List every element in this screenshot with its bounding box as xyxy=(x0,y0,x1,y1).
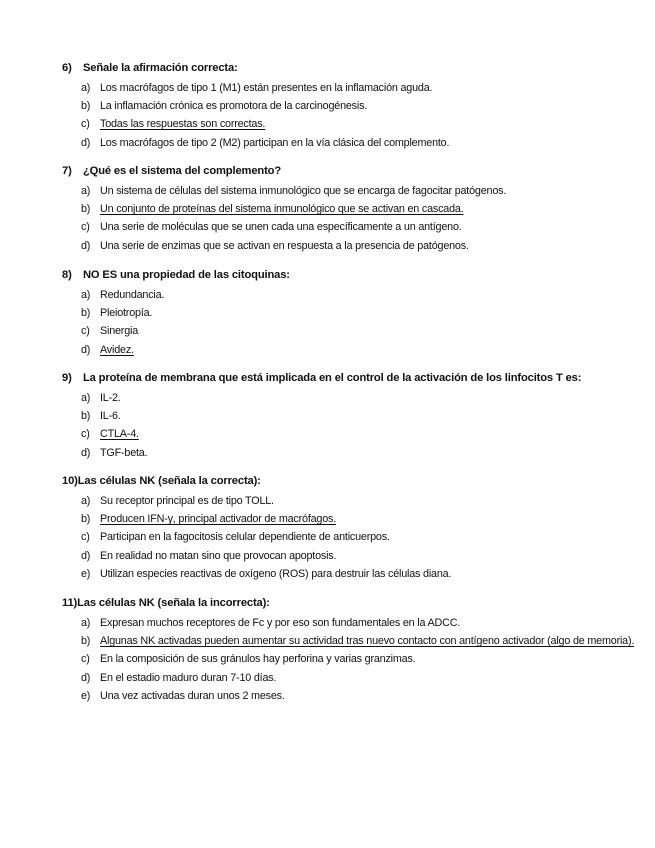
option-text: Los macrófagos de tipo 1 (M1) están presentes en la inflamación aguda. xyxy=(100,82,433,94)
option-letter: b) xyxy=(81,410,91,423)
question-number: 11) xyxy=(62,597,78,609)
option-text: Redundancia. xyxy=(100,289,165,301)
option-letter: e) xyxy=(81,567,91,580)
option-list xyxy=(62,492,642,583)
option-text: Expresan muchos receptores de Fc y por eso son fundamentales en la ADCC. xyxy=(100,617,461,629)
option-d xyxy=(62,669,642,687)
option-text: En realidad no matan sino que provocan apoptosis. xyxy=(100,549,337,562)
option-c xyxy=(62,115,642,133)
option-a xyxy=(62,614,642,632)
question-number: 7) xyxy=(62,165,72,177)
question-title xyxy=(62,371,642,386)
question-title xyxy=(62,268,642,283)
question-number: 6) xyxy=(62,62,72,74)
option-list xyxy=(62,182,642,255)
option-letter: a) xyxy=(81,289,91,301)
option-d xyxy=(62,547,642,565)
option-letter: d) xyxy=(81,239,91,252)
option-letter: b) xyxy=(81,307,91,320)
question-title xyxy=(62,474,642,489)
question-9 xyxy=(62,371,642,462)
option-d xyxy=(62,134,642,152)
option-text: Una vez activadas duran unos 2 meses. xyxy=(100,689,285,702)
question-number: 8) xyxy=(62,269,72,281)
option-text: Una serie de moléculas que se unen cada una específicamente a un antígeno. xyxy=(100,221,462,234)
question-title xyxy=(62,61,642,76)
question-6 xyxy=(62,61,642,152)
option-letter: c) xyxy=(81,118,90,131)
option-d xyxy=(62,444,642,462)
option-letter: b) xyxy=(81,100,91,113)
option-a xyxy=(62,389,642,407)
question-title xyxy=(62,164,642,179)
option-letter: d) xyxy=(81,136,91,149)
option-letter: c) xyxy=(81,221,90,234)
option-e xyxy=(62,687,642,705)
option-b xyxy=(62,632,655,650)
option-list xyxy=(62,286,642,359)
option-c xyxy=(62,218,642,236)
option-letter: a) xyxy=(81,185,91,197)
question-title xyxy=(62,596,642,611)
option-text: TGF-beta. xyxy=(100,446,148,459)
question-text: ¿Qué es el sistema del complemento? xyxy=(82,165,282,177)
option-letter: c) xyxy=(81,653,90,666)
option-letter: d) xyxy=(81,343,91,356)
option-letter: b) xyxy=(81,635,91,648)
option-list xyxy=(62,614,642,705)
option-b xyxy=(62,97,642,115)
option-list xyxy=(62,79,642,152)
correct-option-text: Producen IFN-γ, principal activador de macrófagos. xyxy=(100,513,337,526)
option-letter: c) xyxy=(81,428,90,441)
option-c xyxy=(62,528,642,546)
option-letter: d) xyxy=(81,446,91,459)
option-letter: d) xyxy=(81,549,91,562)
option-letter: c) xyxy=(81,531,90,544)
option-a xyxy=(62,286,642,304)
question-number: 9) xyxy=(62,372,72,384)
option-d xyxy=(62,237,642,255)
option-c xyxy=(62,650,642,668)
option-text: Participan en la fagocitosis celular dependiente de anticuerpos. xyxy=(100,531,390,544)
option-text: En la composición de sus gránulos hay perforina y varias granzimas. xyxy=(100,653,416,666)
option-a xyxy=(62,79,642,97)
option-letter: a) xyxy=(81,617,91,629)
option-text: Un sistema de células del sistema inmunológico que se encarga de fagocitar patógenos. xyxy=(100,185,507,197)
option-c xyxy=(62,425,642,443)
option-text: Pleiotropía. xyxy=(100,307,153,320)
correct-option-text: Todas las respuestas son correctas. xyxy=(100,118,266,131)
correct-option-text: CTLA-4. xyxy=(100,428,139,441)
question-text: Las células NK (señala la incorrecta): xyxy=(77,597,270,609)
option-c xyxy=(62,322,642,340)
correct-option-text: Un conjunto de proteínas del sistema inmunológico que se activan en cascada. xyxy=(100,203,464,216)
question-text: NO ES una propiedad de las citoquinas: xyxy=(82,269,290,281)
option-letter: b) xyxy=(81,513,91,526)
option-letter: e) xyxy=(81,689,91,702)
option-letter: b) xyxy=(81,203,91,216)
question-10 xyxy=(62,474,642,583)
question-text: La proteína de membrana que está implicada en el control de la activación de los linfocitos T es: xyxy=(82,372,582,384)
correct-option-text: Algunas NK activadas pueden aumentar su actividad tras nuevo contacto con antígeno activador (algo de memoria). xyxy=(100,635,635,648)
option-text: Sinergia xyxy=(100,325,139,338)
option-text: Utilizan especies reactivas de oxígeno (ROS) para destruir las células diana. xyxy=(100,567,452,580)
option-b xyxy=(62,407,642,425)
option-text: Los macrófagos de tipo 2 (M2) participan en la vía clásica del complemento. xyxy=(100,136,450,149)
option-letter: d) xyxy=(81,671,91,684)
option-a xyxy=(62,492,642,510)
question-8 xyxy=(62,268,642,359)
option-b xyxy=(62,304,642,322)
option-b xyxy=(62,200,642,218)
option-a xyxy=(62,182,642,200)
option-text: Una serie de enzimas que se activan en respuesta a la presencia de patógenos. xyxy=(100,239,469,252)
option-letter: a) xyxy=(81,392,91,404)
option-e xyxy=(62,565,642,583)
option-letter: c) xyxy=(81,325,90,338)
option-text: IL-6. xyxy=(100,410,121,423)
option-b xyxy=(62,510,642,528)
question-7 xyxy=(62,164,642,255)
option-text: IL-2. xyxy=(100,392,121,404)
question-text: Señale la afirmación correcta: xyxy=(82,62,238,74)
question-text: Las células NK (señala la correcta): xyxy=(77,475,261,487)
option-text: La inflamación crónica es promotora de la carcinogénesis. xyxy=(100,100,368,113)
option-letter: a) xyxy=(81,82,91,94)
correct-option-text: Avidez. xyxy=(100,343,134,356)
option-text: Su receptor principal es de tipo TOLL. xyxy=(100,495,274,507)
option-letter: a) xyxy=(81,495,91,507)
question-number: 10) xyxy=(62,475,78,487)
option-text: En el estadio maduro duran 7-10 días. xyxy=(100,671,277,684)
question-11 xyxy=(62,596,642,705)
option-d xyxy=(62,341,642,359)
option-list xyxy=(62,389,642,462)
